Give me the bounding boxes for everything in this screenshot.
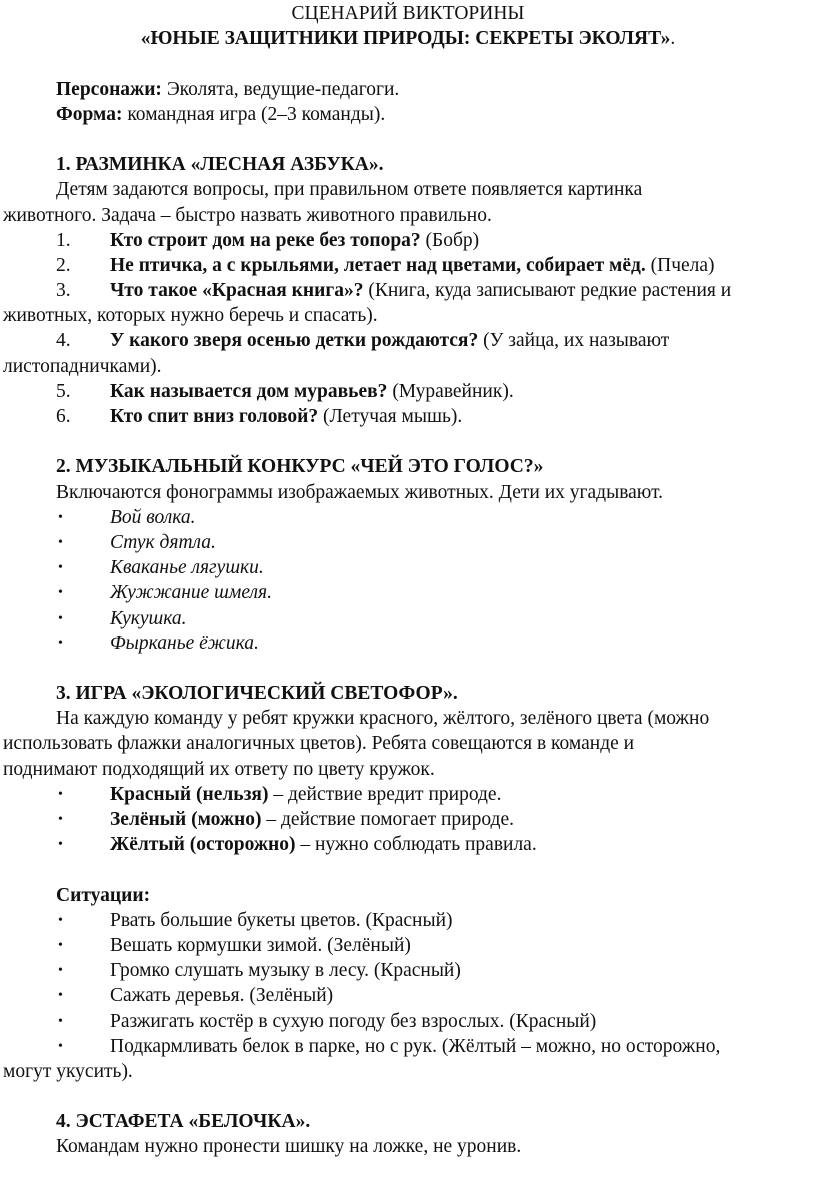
section3-heading: 3. ИГРА «ЭКОЛОГИЧЕСКИЙ СВЕТОФОР». <box>56 683 458 705</box>
answer: (Книга, куда записывают редкие растения и <box>363 280 732 302</box>
item-number: 2. <box>56 254 71 276</box>
title-line1: СЦЕНАРИЙ ВИКТОРИНЫ <box>291 3 525 24</box>
sound-text: Вой волка. <box>110 506 196 528</box>
bullet-icon: • <box>58 534 63 550</box>
bullet-icon: • <box>58 812 63 827</box>
rule-item <box>0 832 816 857</box>
situation-text: Вешать кормушки зимой. (Зелёный) <box>110 934 411 956</box>
answer-cont: листопадничками). <box>3 355 162 377</box>
section1-intro: Детям задаются вопросы, при правильном ответе появляется картинка <box>56 179 643 201</box>
quiz-item <box>0 379 816 404</box>
bullet-icon: • <box>58 988 63 1004</box>
sound-text: Стук дятла. <box>110 531 216 553</box>
question: Кто спит вниз головой? <box>110 406 319 427</box>
rule-text: – действие помогает природе. <box>261 809 514 830</box>
situation-item <box>0 1034 816 1059</box>
answer: (Муравейник). <box>387 380 514 402</box>
sound-item <box>0 555 816 580</box>
section3-intro-cont: поднимают подходящий их ответу по цвету кружок. <box>3 758 435 780</box>
section2-heading: 2. МУЗЫКАЛЬНЫЙ КОНКУРС «ЧЕЙ ЭТО ГОЛОС?» <box>56 456 544 478</box>
bullet-icon: • <box>58 912 63 928</box>
characters-value: Эколята, ведущие-педагоги. <box>161 78 400 100</box>
bullet-icon: • <box>58 610 63 626</box>
item-number: 3. <box>56 280 71 302</box>
question: Кто строит дом на реке без топора? <box>110 229 421 251</box>
bullet-icon: • <box>58 937 63 953</box>
sound-text: Жужжание шмеля. <box>110 582 272 604</box>
bullet-icon: • <box>58 1038 63 1054</box>
quiz-item <box>0 404 816 429</box>
characters-label: Персонажи: <box>56 78 162 100</box>
sound-text: Кукушка. <box>110 607 187 629</box>
bullet-icon: • <box>58 786 63 802</box>
section1-intro-cont: животного. Задача – быстро назвать животного правильно. <box>3 204 492 226</box>
title-period: . <box>670 28 676 50</box>
bullet-icon: • <box>58 635 63 651</box>
question: Не птичка, а с крыльями, летает над цветами, собирает мёд. <box>110 254 646 276</box>
question: Что такое «Красная книга»? <box>110 280 364 302</box>
sound-text: Фырканье ёжика. <box>110 632 259 654</box>
question: У какого зверя осенью детки рождаются? <box>110 330 479 352</box>
sound-item <box>0 631 816 656</box>
sound-item <box>0 606 816 631</box>
rule-text: – нужно соблюдать правила. <box>295 834 537 856</box>
bullet-icon: • <box>58 837 63 853</box>
sound-text: Кваканье лягушки. <box>110 557 264 579</box>
quiz-item <box>0 278 816 303</box>
section3-intro: На каждую команду у ребят кружки красного, жёлтого, зелёного цвета (можно <box>56 708 710 730</box>
form-label: Форма: <box>56 103 123 125</box>
situation-item <box>0 908 816 933</box>
rule-color: Зелёный (можно) <box>110 809 262 830</box>
rule-item <box>0 807 816 832</box>
section4-heading: 4. ЭСТАФЕТА «БЕЛОЧКА». <box>56 1111 311 1133</box>
quiz-item <box>0 328 816 353</box>
bullet-icon: • <box>58 509 63 525</box>
quiz-item <box>0 253 816 278</box>
sound-item <box>0 580 816 605</box>
section2-intro: Включаются фонограммы изображаемых животных. Дети их угадывают. <box>56 481 664 503</box>
situation-text: Громко слушать музыку в лесу. (Красный) <box>110 960 461 982</box>
situation-item <box>0 983 816 1008</box>
situation-item <box>0 958 816 983</box>
bullet-icon: • <box>58 560 63 576</box>
rule-text: – действие вредит природе. <box>268 783 502 805</box>
section4-text: Командам нужно пронести шишку на ложке, не уронив. <box>56 1136 522 1158</box>
answer: (Летучая мышь). <box>318 406 463 427</box>
question: Как называется дом муравьев? <box>110 380 388 402</box>
situation-cont: могут укусить). <box>3 1060 133 1082</box>
bullet-icon: • <box>58 1013 63 1029</box>
title-quiz-name: «ЮНЫЕ ЗАЩИТНИКИ ПРИРОДЫ: СЕКРЕТЫ ЭКОЛЯТ» <box>140 28 671 50</box>
sound-item <box>0 530 816 555</box>
answer-cont: животных, которых нужно беречь и спасать). <box>3 305 378 327</box>
rule-color: Красный (нельзя) <box>110 783 269 805</box>
situation-item <box>0 933 816 958</box>
situation-text: Сажать деревья. (Зелёный) <box>110 985 334 1007</box>
title-line2 <box>0 26 816 51</box>
situations-label: Ситуации: <box>56 884 151 906</box>
quiz-item <box>0 228 816 253</box>
answer: (У зайца, их называют <box>478 330 670 352</box>
answer: (Пчела) <box>645 254 715 276</box>
situation-text: Разжигать костёр в сухую погоду без взрослых. (Красный) <box>110 1010 597 1032</box>
form-line <box>0 102 816 127</box>
situation-item <box>0 1009 816 1034</box>
rule-color: Жёлтый (осторожно) <box>110 834 296 856</box>
item-number: 5. <box>56 380 71 402</box>
characters-line <box>0 77 816 102</box>
answer: (Бобр) <box>420 229 480 251</box>
sound-item <box>0 505 816 530</box>
form-value: командная игра (2–3 команды). <box>122 103 386 125</box>
rule-item <box>0 782 816 807</box>
section1-heading: 1. РАЗМИНКА «ЛЕСНАЯ АЗБУКА». <box>56 154 384 176</box>
situation-text: Подкармливать белок в парке, но с рук. (Жёлтый – можно, но осторожно, <box>110 1035 721 1057</box>
item-number: 1. <box>56 229 71 251</box>
bullet-icon: • <box>58 963 63 979</box>
situation-text: Рвать большие букеты цветов. (Красный) <box>110 909 453 931</box>
section3-intro-cont: использовать флажки аналогичных цветов). Ребята совещаются в команде и <box>3 733 635 755</box>
item-number: 6. <box>56 406 71 427</box>
bullet-icon: • <box>58 585 63 601</box>
item-number: 4. <box>56 330 71 352</box>
